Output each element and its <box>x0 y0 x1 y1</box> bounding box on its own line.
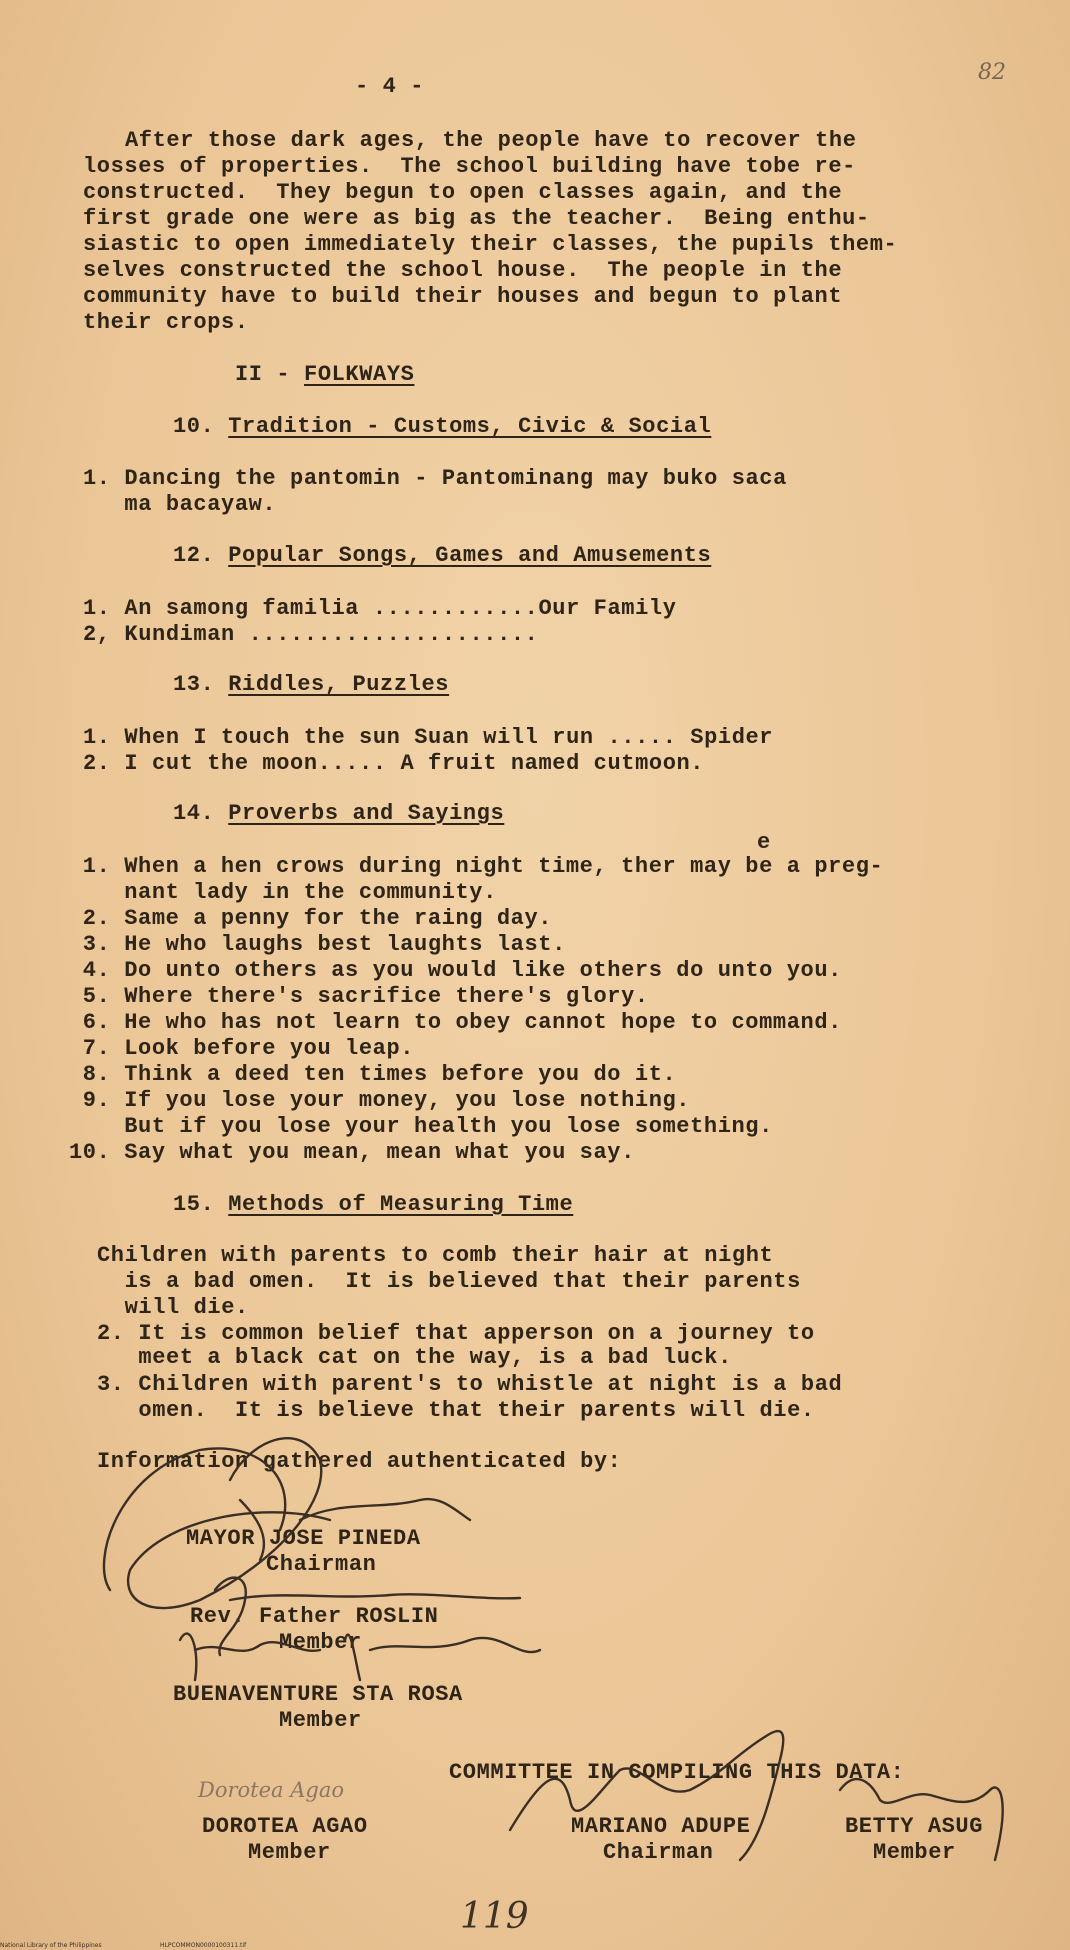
list-item: 1. When a hen crows during night time, ther may be a preg- <box>69 854 884 879</box>
authentication-label: Information gathered authenticated by: <box>97 1449 622 1474</box>
list-item: 2. I cut the moon..... A fruit named cutmoon. <box>83 751 705 776</box>
folio-number: 119 <box>460 1896 529 1937</box>
riddles-number: 13. <box>173 672 215 697</box>
committee-member-name: DOROTEA AGAO <box>202 1814 368 1839</box>
list-item: 5. Where there's sacrifice there's glory. <box>69 984 649 1009</box>
list-item: 1. When I touch the sun Suan will run ..... Spider <box>83 725 774 750</box>
list-item: omen. It is believe that their parents will die. <box>97 1398 815 1423</box>
intro-line: constructed. They begun to open classes again, and the <box>83 180 843 205</box>
signatory-name: MAYOR JOSE PINEDA <box>186 1526 421 1551</box>
signatory-role: Member <box>279 1708 362 1733</box>
list-item: 3. Children with parent's to whistle at night is a bad <box>97 1372 843 1397</box>
riddles-heading <box>173 672 449 698</box>
tradition-number: 10. <box>173 414 215 439</box>
proverbs-number: 14. <box>173 801 215 826</box>
riddles-title: Riddles, Puzzles <box>228 672 450 697</box>
signatory-role: Member <box>279 1630 362 1655</box>
proverbs-heading <box>173 801 504 827</box>
list-item: will die. <box>97 1295 249 1320</box>
corner-mark: 82 <box>978 60 1006 85</box>
list-item: 4. Do unto others as you would like others do unto you. <box>69 958 842 983</box>
time-number: 15. <box>173 1192 215 1217</box>
list-item: But if you lose your health you lose something. <box>69 1114 773 1139</box>
page-number: - 4 - <box>355 74 425 99</box>
section-prefix: II - <box>235 362 305 387</box>
list-item: Children with parents to comb their hair at night <box>97 1243 774 1268</box>
committee-member-role: Member <box>873 1840 956 1865</box>
footer-file: HLPCOMMON0000100311.tif <box>160 1942 247 1949</box>
list-item: 2. Same a penny for the raing day. <box>69 906 553 931</box>
list-item: ma bacayaw. <box>83 492 277 517</box>
section-title <box>235 362 414 388</box>
list-item: 9. If you lose your money, you lose nothing. <box>69 1088 691 1113</box>
signatory-name: Rev. Father ROSLIN <box>190 1604 439 1629</box>
intro-line: first grade one were as big as the teacher. Being enthu- <box>83 206 870 231</box>
songs-number: 12. <box>173 543 215 568</box>
list-item: 6. He who has not learn to obey cannot hope to command. <box>69 1010 842 1035</box>
committee-member-name: MARIANO ADUPE <box>571 1814 751 1839</box>
signatory-name: BUENAVENTURE STA ROSA <box>173 1682 463 1707</box>
intro-line: selves constructed the school house. The people in the <box>83 258 843 283</box>
list-item: 1. Dancing the pantomin - Pantominang may buko saca <box>83 466 787 491</box>
songs-heading <box>173 543 711 569</box>
list-item: 3. He who laughs best laughts last. <box>69 932 566 957</box>
tradition-title: Tradition - Customs, Civic & Social <box>228 414 712 439</box>
list-item: 2. It is common belief that apperson on a journey to <box>97 1321 815 1346</box>
intro-line: their crops. <box>83 310 249 335</box>
committee-member-name: BETTY ASUG <box>845 1814 984 1839</box>
list-item: 8. Think a deed ten times before you do it. <box>69 1062 677 1087</box>
intro-line: losses of properties. The school building have tobe re- <box>83 154 856 179</box>
handwritten-name: Dorotea Agao <box>198 1778 344 1802</box>
tradition-heading <box>173 414 711 440</box>
section-name: FOLKWAYS <box>304 362 415 387</box>
correction-mark: e <box>757 830 771 855</box>
time-title: Methods of Measuring Time <box>228 1192 574 1217</box>
committee-member-role: Chairman <box>603 1840 714 1865</box>
intro-line: siastic to open immediately their classes, the pupils them- <box>83 232 898 257</box>
committee-label: COMMITTEE IN COMPILING THIS DATA: <box>449 1760 905 1785</box>
list-item: meet a black cat on the way, is a bad luck. <box>97 1345 732 1370</box>
proverbs-title: Proverbs and Sayings <box>228 801 505 826</box>
songs-title: Popular Songs, Games and Amusements <box>228 543 712 568</box>
time-heading <box>173 1192 573 1218</box>
list-item: 10. Say what you mean, mean what you say. <box>69 1140 635 1165</box>
intro-line: community have to build their houses and begun to plant <box>83 284 843 309</box>
list-item: is a bad omen. It is believed that their parents <box>97 1269 801 1294</box>
committee-member-role: Member <box>248 1840 331 1865</box>
intro-line: After those dark ages, the people have to recover the <box>125 128 857 153</box>
list-item: 7. Look before you leap. <box>69 1036 415 1061</box>
list-item: nant lady in the community. <box>69 880 497 905</box>
signatory-role: Chairman <box>266 1552 377 1577</box>
footer-library: National Library of the Philippines <box>0 1942 102 1949</box>
list-item: 2, Kundiman ..................... <box>83 622 539 647</box>
list-item: 1. An samong familia ............Our Family <box>83 596 677 621</box>
